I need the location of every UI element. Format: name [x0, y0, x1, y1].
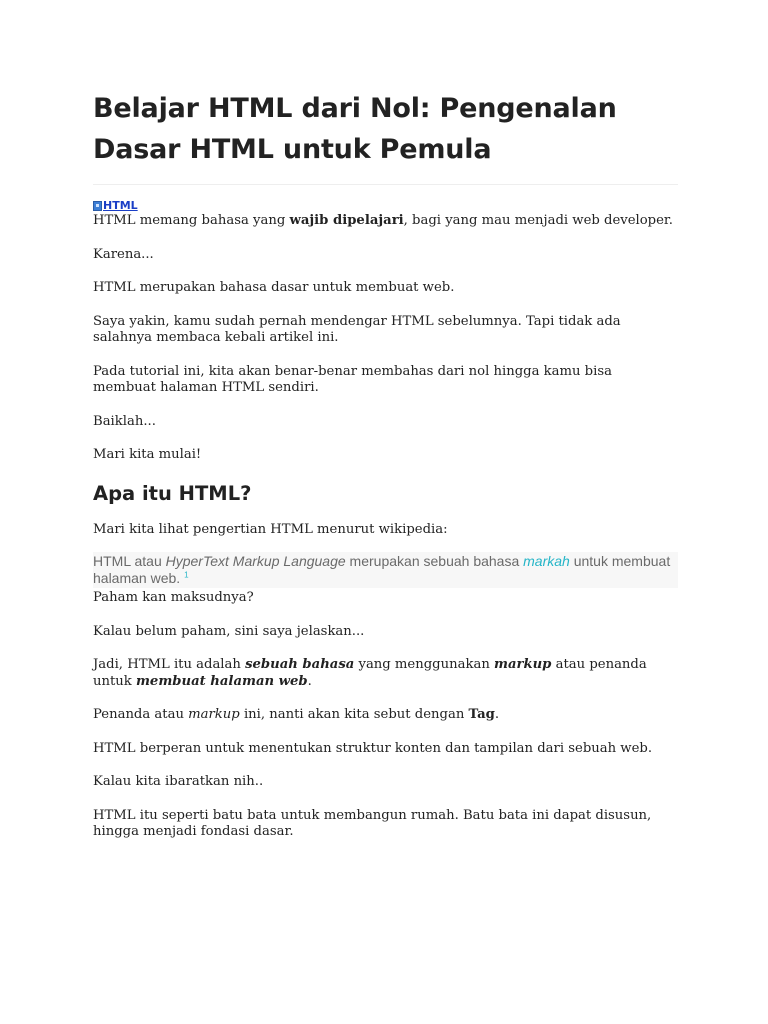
paragraph-jelaskan: Kalau belum paham, sini saya jelaskan...	[93, 623, 365, 639]
paragraph-batu-bata: HTML itu seperti batu bata untuk membangun rumah. Batu bata ini dapat disusun, hingga menjadi fondasi dasar.	[93, 807, 652, 839]
paragraph-dasar: HTML merupakan bahasa dasar untuk membuat web.	[93, 280, 455, 295]
section-heading: Apa itu HTML?	[93, 481, 252, 505]
paragraph-tag: Penanda atau markup ini, nanti akan kita sebut dengan Tag.	[93, 707, 500, 722]
broken-image-icon	[93, 201, 102, 211]
paragraph-definisi: Jadi, HTML itu adalah sebuah bahasa yang menggunakan markup atau penanda untuk membuat halaman web.	[93, 657, 647, 689]
article-title: Belajar HTML dari Nol: Pengenalan Dasar HTML untuk Pemula	[93, 93, 617, 165]
paragraph-peran: HTML berperan untuk menentukan struktur konten dan tampilan dari sebuah web.	[93, 740, 653, 756]
wikipedia-quote: HTML atau HyperText Markup Language merupakan sebuah bahasa markah untuk membuat halaman web. $^1$	[93, 552, 678, 588]
paragraph-mulai: Mari kita mulai!	[93, 447, 202, 462]
footnote-ref[interactable]: 1	[184, 569, 189, 579]
paragraph-ibarat: Kalau kita ibaratkan nih..	[93, 774, 264, 789]
title-divider	[93, 184, 678, 185]
markah-link[interactable]: markah	[523, 553, 570, 569]
paragraph-tutorial: Pada tutorial ini, kita akan benar-benar membahas dari nol hingga kamu bisa membuat halaman HTML sendiri.	[93, 363, 612, 395]
paragraph-wikipedia: Mari kita lihat pengertian HTML menurut wikipedia:	[93, 521, 448, 537]
html-image-link[interactable]	[93, 198, 678, 213]
paragraph-intro: HTML memang bahasa yang wajib dipelajari, bagi yang mau menjadi web developer.	[93, 213, 673, 228]
article-body	[93, 88, 678, 858]
paragraph-baiklah: Baiklah...	[93, 413, 156, 429]
paragraph-karena: Karena...	[93, 246, 154, 262]
paragraph-paham: Paham kan maksudnya?	[93, 590, 254, 605]
paragraph-yakin: Saya yakin, kamu sudah pernah mendengar HTML sebelumnya. Tapi tidak ada salahnya membaca kebali artikel ini.	[93, 313, 621, 345]
image-link-label: HTML	[103, 199, 138, 212]
